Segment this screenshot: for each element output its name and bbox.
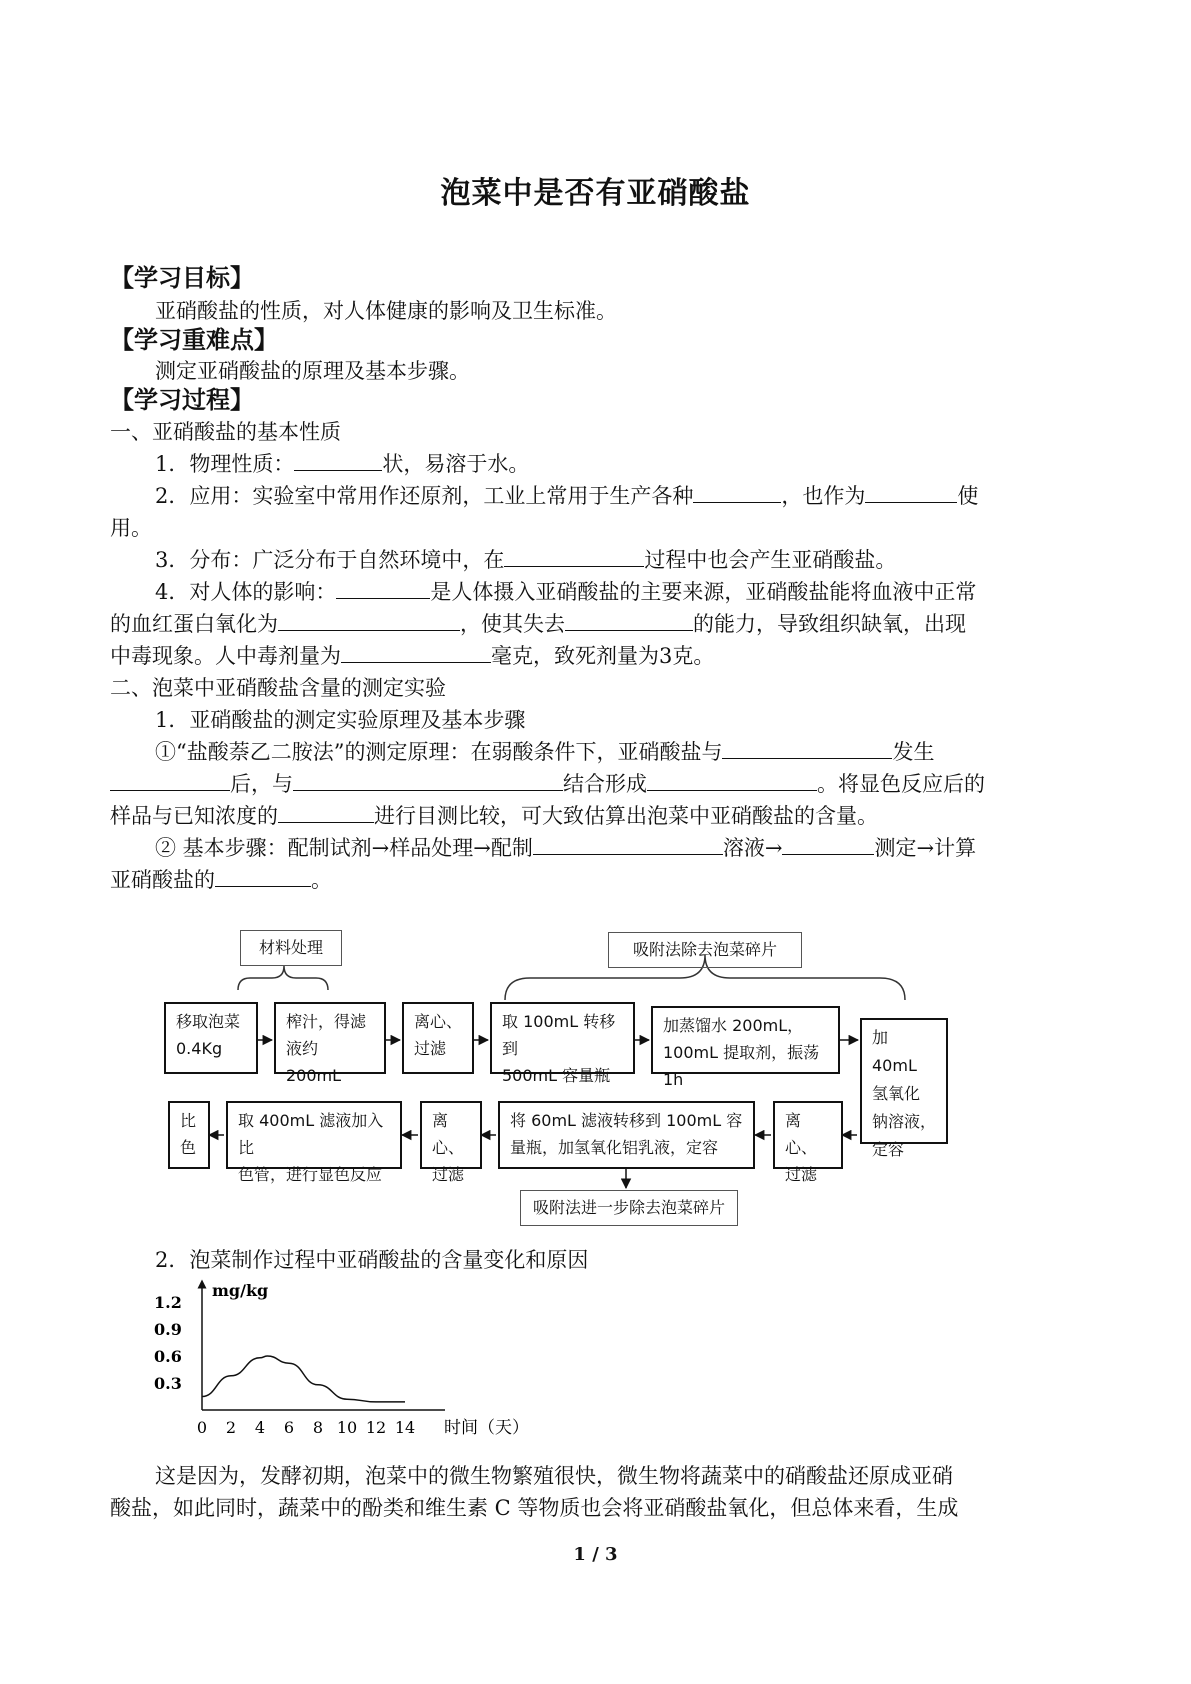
- x-axis-label: 时间（天）: [444, 1418, 529, 1438]
- y-tick-label: 1.2: [154, 1293, 182, 1312]
- adsorb-label-2: 吸附法进一步除去泡菜碎片: [520, 1190, 738, 1226]
- flow-step-10: 取 400mL 滤液加入比 色管，进行显色反应: [226, 1101, 402, 1169]
- fill-line-4: 4．对人体的影响： 是人体摄入亚硝酸盐的主要来源，亚硝酸盐能将血液中正常: [155, 576, 976, 608]
- flow-step-1: 移取泡菜 0.4Kg: [164, 1002, 258, 1074]
- paragraph-line-2: 酸盐，如此同时，蔬菜中的酚类和维生素 C 等物质也会将亚硝酸盐氧化，但总体来看，生成: [110, 1496, 959, 1520]
- flow-step-2: 榨汁，得滤 液约 200mL: [274, 1002, 386, 1074]
- x-tick-label: 2: [225, 1418, 237, 1437]
- fill-line-1: 1．物理性质： 状，易溶于水。: [155, 448, 529, 480]
- sub-heading-2: 2．泡菜制作过程中亚硝酸盐的含量变化和原因: [155, 1248, 589, 1272]
- flow-step-9: 离心、 过滤: [420, 1101, 482, 1169]
- adsorb-label: 吸附法除去泡菜碎片: [608, 932, 802, 968]
- fill-line-3: 3．分布：广泛分布于自然环境中，在 过程中也会产生亚硝酸盐。: [155, 544, 896, 576]
- x-tick-label: 10: [336, 1418, 358, 1437]
- fill-line-5: 的血红蛋白氧化为 ，使其失去 的能力，导致组织缺氧，出现: [110, 608, 966, 640]
- y-tick-label: 0.6: [154, 1347, 182, 1366]
- paragraph-line-1: 这是因为，发酵初期，泡菜中的微生物繁殖很快，微生物将蔬菜中的硝酸盐还原成亚硝: [155, 1464, 953, 1488]
- principle-line-2: 后，与 结合形成 。将显色反应后的: [110, 768, 985, 800]
- flow-step-5: 加蒸馏水 200mL， 100mL 提取剂，振荡 1h: [651, 1006, 840, 1074]
- fill-line-6: 中毒现象。人中毒剂量为 毫克，致死剂量为3克。: [110, 640, 714, 672]
- key-heading: 【学习重难点】: [110, 325, 278, 354]
- sub-heading-1: 1．亚硝酸盐的测定实验原理及基本步骤: [155, 708, 526, 732]
- principle-line-1: ①“盐酸萘乙二胺法”的测定原理：在弱酸条件下，亚硝酸盐与 发生: [155, 736, 934, 768]
- x-tick-label: 8: [312, 1418, 324, 1437]
- brace-material: [238, 966, 328, 990]
- steps-line-2: 亚硝酸盐的 。: [110, 864, 332, 896]
- x-tick-label: 12: [365, 1418, 387, 1437]
- flow-step-3: 离心、 过滤: [402, 1002, 474, 1074]
- material-label: 材料处理: [240, 930, 342, 966]
- flow-step-4: 取 100mL 转移到 500mL 容量瓶: [490, 1002, 635, 1074]
- page-title: 泡菜中是否有亚硝酸盐: [440, 176, 751, 211]
- page-number: 1 / 3: [573, 1544, 618, 1565]
- principle-line-3: 样品与已知浓度的 进行目测比较，可大致估算出泡菜中亚硝酸盐的含量。: [110, 800, 878, 832]
- x-tick-label: 4: [254, 1418, 266, 1437]
- fill-line-2: 2．应用：实验室中常用作还原剂，工业上常用于生产各种 ，也作为 使: [155, 480, 978, 512]
- y-tick-label: 0.3: [154, 1374, 182, 1393]
- x-tick-label: 6: [283, 1418, 295, 1437]
- goal-heading: 【学习目标】: [110, 263, 254, 292]
- steps-line-1: ② 基本步骤：配制试剂→样品处理→配制 溶液→ 测定→计算: [155, 832, 976, 864]
- flow-step-8: 将 60mL 滤液转移到 100mL 容 量瓶，加氢氧化铝乳液，定容: [498, 1101, 755, 1169]
- y-axis-label: mg/kg: [212, 1281, 269, 1300]
- flow-step-11: 比 色: [168, 1101, 210, 1169]
- part1-heading: 一、亚硝酸盐的基本性质: [110, 420, 341, 444]
- process-heading: 【学习过程】: [110, 385, 254, 414]
- flow-step-6: 加 40mL 氢氧化 钠溶液， 定容: [860, 1018, 948, 1144]
- y-tick-label: 0.9: [154, 1320, 182, 1339]
- nitrite-chart: [150, 1278, 570, 1438]
- flow-step-7: 离心、 过滤: [773, 1101, 843, 1169]
- part2-heading: 二、泡菜中亚硝酸盐含量的测定实验: [110, 676, 446, 700]
- fill-line-2b: 用。: [110, 516, 152, 540]
- key-text: 测定亚硝酸盐的原理及基本步骤。: [155, 359, 470, 383]
- x-tick-label: 14: [394, 1418, 416, 1437]
- x-tick-label: 0: [196, 1418, 208, 1437]
- goal-text: 亚硝酸盐的性质，对人体健康的影响及卫生标准。: [155, 299, 617, 323]
- series-line: [202, 1356, 405, 1402]
